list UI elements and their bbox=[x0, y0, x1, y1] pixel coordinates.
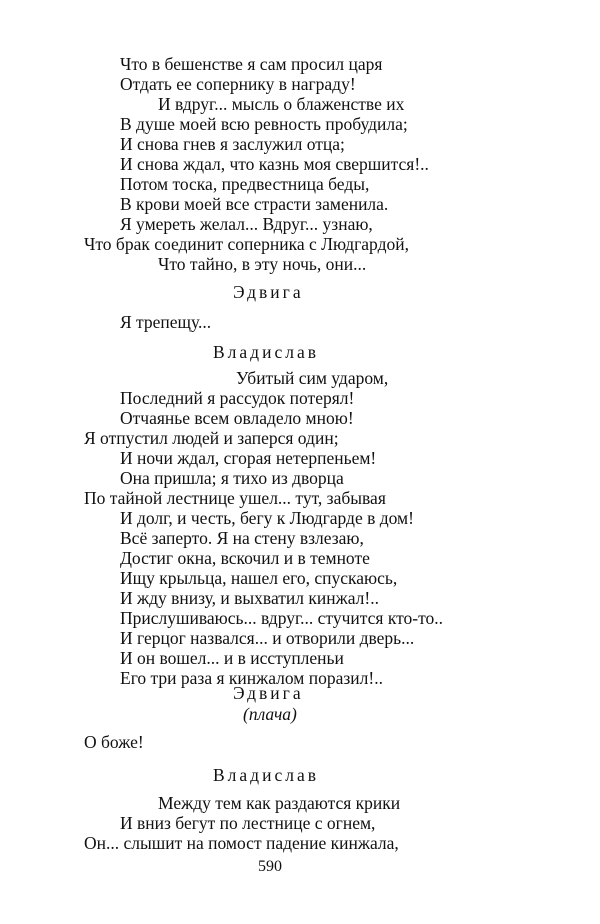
speaker-name: Владислав bbox=[213, 342, 319, 362]
verse-line: Что брак соединит соперника с Людгардой, bbox=[84, 234, 409, 254]
verse-line: Убитый сим ударом, bbox=[236, 368, 389, 388]
verse-line: Она пришла; я тихо из дворца bbox=[120, 468, 344, 488]
verse-line: Отдать ее сопернику в награду! bbox=[120, 74, 356, 94]
verse-line: И снова гнев я заслужил отца; bbox=[120, 134, 345, 154]
verse-line: Что в бешенстве я сам просил царя bbox=[120, 54, 383, 74]
verse-line: И герцог назвался... и отворили дверь... bbox=[120, 628, 415, 648]
speaker-name: Владислав bbox=[213, 765, 319, 785]
verse-line: И он вошел... и в исступленьи bbox=[120, 648, 344, 668]
verse-line: И снова ждал, что казнь моя свершится!.. bbox=[120, 154, 429, 174]
verse-line: И вдруг... мысль о блаженстве их bbox=[158, 94, 405, 114]
verse-line: Отчаянье всем овладело мною! bbox=[120, 408, 354, 428]
verse-line: И вниз бегут по лестнице с огнем, bbox=[120, 813, 376, 833]
verse-line: В крови моей все страсти заменила. bbox=[120, 194, 389, 214]
verse-line: По тайной лестнице ушел... тут, забывая bbox=[84, 488, 386, 508]
verse-line: И ночи ждал, сгорая нетерпеньем! bbox=[120, 448, 377, 468]
verse-line: Прислушиваюсь... вдруг... стучится кто-то.. bbox=[120, 608, 444, 628]
verse-line: Что тайно, в эту ночь, они... bbox=[158, 254, 367, 274]
speaker-name: Эдвига bbox=[233, 282, 304, 302]
page-number: 590 bbox=[258, 858, 282, 875]
verse-line: Я умереть желал... Вдруг... узнаю, bbox=[120, 214, 373, 234]
speaker-name: Эдвига bbox=[233, 683, 304, 703]
verse-line: И жду внизу, и выхватил кинжал!.. bbox=[120, 588, 379, 608]
verse-line: Он... слышит на помост падение кинжала, bbox=[84, 833, 399, 853]
verse-line: Я отпустил людей и заперся один; bbox=[84, 428, 339, 448]
verse-line: В душе моей всю ревность пробудила; bbox=[120, 114, 408, 134]
verse-line: Ищу крыльца, нашел его, спускаюсь, bbox=[120, 568, 398, 588]
verse-line: Я трепещу... bbox=[120, 312, 212, 332]
verse-line: О боже! bbox=[84, 732, 144, 752]
verse-line: Между тем как раздаются крики bbox=[158, 793, 401, 813]
verse-line: Потом тоска, предвестница беды, bbox=[120, 174, 370, 194]
verse-line: Его три раза я кинжалом поразил!.. bbox=[120, 668, 383, 688]
verse-line: Достиг окна, вскочил и в темноте bbox=[120, 548, 370, 568]
verse-line: И долг, и честь, бегу к Людгарде в дом! bbox=[120, 508, 414, 528]
verse-line: Последний я рассудок потерял! bbox=[120, 388, 355, 408]
verse-line: Всё заперто. Я на стену взлезаю, bbox=[120, 528, 364, 548]
stage-direction: (плача) bbox=[243, 704, 297, 724]
